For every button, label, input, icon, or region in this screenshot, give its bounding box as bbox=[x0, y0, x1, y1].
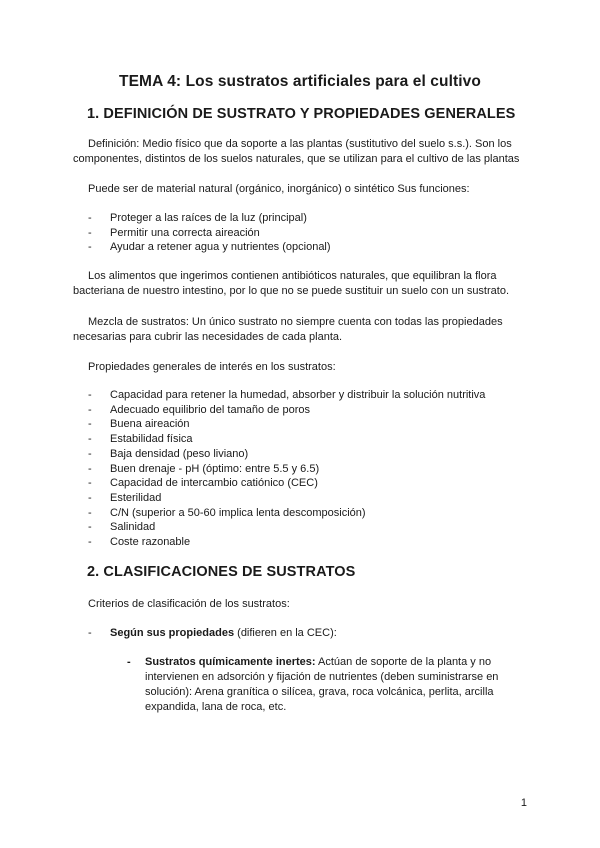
list-item: - Baja densidad (peso liviano) bbox=[88, 447, 485, 462]
by-properties-note: (difieren en la CEC): bbox=[234, 627, 337, 639]
food-line-2: bacteriana de nuestro intestino, por lo que no se puede sustituir un suelo con un sustrato. bbox=[73, 285, 510, 297]
mix-paragraph bbox=[73, 315, 533, 345]
list-item: - Buena aireación bbox=[88, 417, 485, 432]
list-item: - Buen drenaje - pH (óptimo: entre 5.5 y 6.5) bbox=[88, 462, 485, 477]
inert-substrates-label: Sustratos químicamente inertes: bbox=[145, 656, 316, 668]
food-paragraph bbox=[73, 269, 533, 299]
mix-line-1: Mezcla de sustratos: Un único sustrato no siempre cuenta con todas las propiedades bbox=[88, 316, 503, 328]
list-item bbox=[127, 655, 527, 715]
section-2-heading: 2. CLASIFICACIONES DE SUSTRATOS bbox=[87, 564, 356, 580]
list-item: - Esterilidad bbox=[88, 491, 485, 506]
list-item: - C/N (superior a 50-60 implica lenta descomposición) bbox=[88, 506, 485, 521]
document-title: TEMA 4: Los sustratos artificiales para el cultivo bbox=[119, 73, 481, 90]
properties-list bbox=[88, 388, 485, 550]
properties-intro: Propiedades generales de interés en los sustratos: bbox=[88, 361, 336, 373]
mix-line-2: necesarias para cubrir las necesidades de cada planta. bbox=[73, 331, 343, 343]
definition-paragraph bbox=[73, 137, 533, 167]
list-item: - Capacidad de intercambio catiónico (CEC) bbox=[88, 476, 485, 491]
list-item: - Coste razonable bbox=[88, 535, 485, 550]
list-item: - Permitir una correcta aireación bbox=[88, 226, 331, 241]
inert-substrates-text: Actúan de soporte de la planta y no intervienen en adsorción y fijación de nutrientes (deben suministrarse en solución): Arena granítica o silícea, grava, roca volcánica, perlita, arcilla expandida, lana de roca, etc. bbox=[145, 656, 499, 713]
list-item: - Salinidad bbox=[88, 520, 485, 535]
list-item: - Adecuado equilibrio del tamaño de poros bbox=[88, 403, 485, 418]
material-paragraph: Puede ser de material natural (orgánico, inorgánico) o sintético Sus funciones: bbox=[88, 183, 470, 195]
by-properties-label: Según sus propiedades bbox=[110, 627, 235, 639]
criteria-paragraph: Criterios de clasificación de los sustratos: bbox=[88, 598, 290, 610]
definition-line-2: componentes, distintos de los suelos naturales, que se utilizan para el cultivo de las plantas bbox=[73, 153, 520, 165]
list-item: - Capacidad para retener la humedad, absorber y distribuir la solución nutritiva bbox=[88, 388, 485, 403]
food-line-1: Los alimentos que ingerimos contienen antibióticos naturales, que equilibran la flora bbox=[88, 270, 497, 282]
classification-list bbox=[88, 626, 337, 641]
definition-line-1: Definición: Medio físico que da soporte a las plantas (sustitutivo del suelo s.s.). Son los bbox=[88, 138, 512, 150]
list-item: - Ayudar a retener agua y nutrientes (opcional) bbox=[88, 240, 331, 255]
page-number: 1 bbox=[520, 797, 527, 809]
section-1-heading: 1. DEFINICIÓN DE SUSTRATO Y PROPIEDADES GENERALES bbox=[87, 106, 516, 122]
list-item bbox=[88, 626, 337, 641]
list-item: - Estabilidad física bbox=[88, 432, 485, 447]
inert-substrates-list bbox=[127, 655, 527, 715]
list-item: - Proteger a las raíces de la luz (principal) bbox=[88, 211, 331, 226]
functions-list bbox=[88, 211, 331, 255]
